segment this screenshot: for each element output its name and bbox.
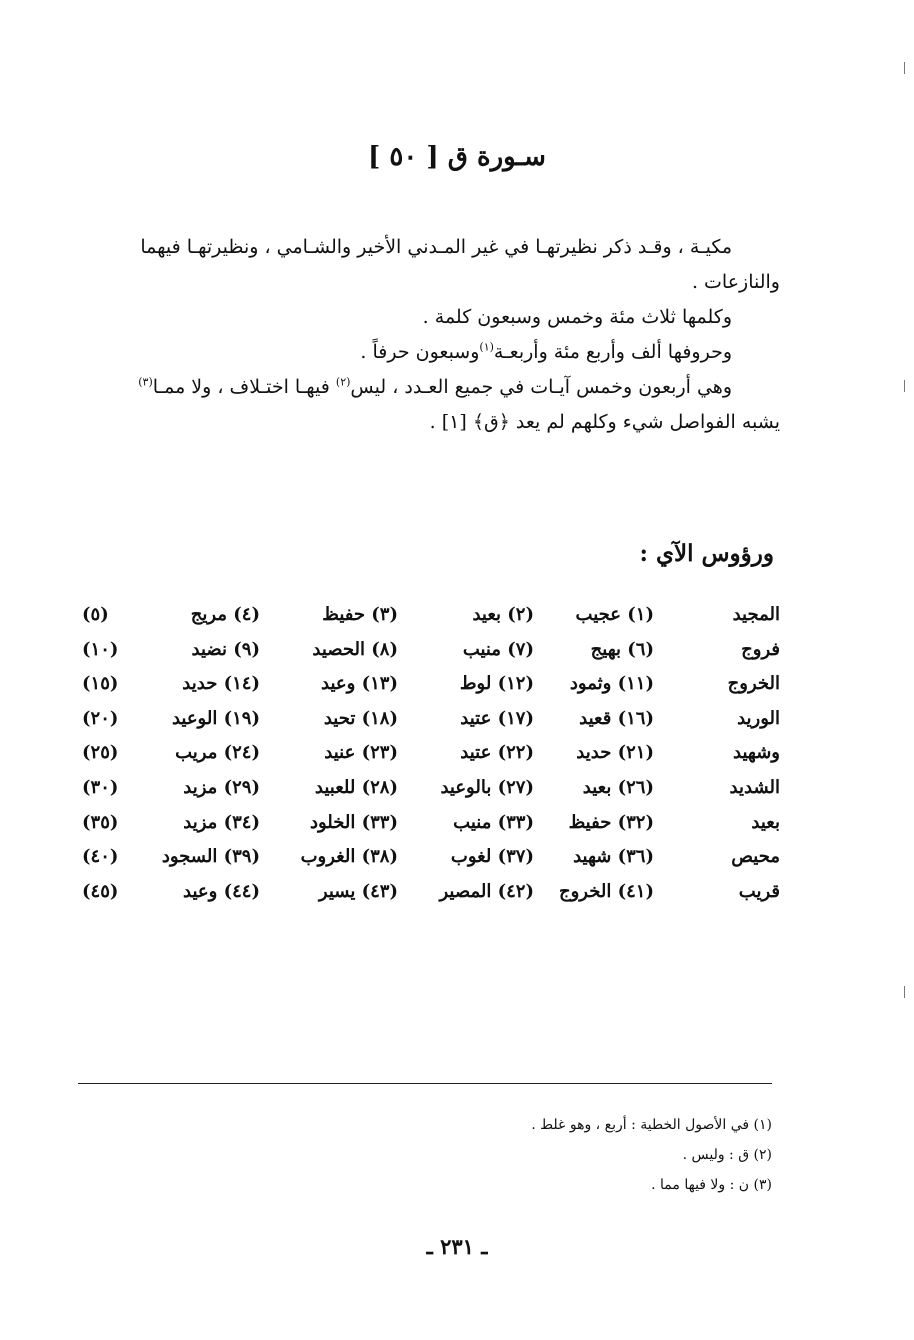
footnote-ref: (٣) [138, 375, 153, 389]
verse-row [80, 604, 780, 639]
verse-row [80, 846, 780, 881]
verse-ending: (٤) مريج [190, 604, 260, 625]
footnote-ref: (١) [479, 340, 494, 354]
verse-ending: (١١) وثمود [569, 673, 654, 695]
verse-row [80, 881, 780, 916]
intro-text: فيهـا اختـلاف ، ولا ممـا [152, 376, 330, 398]
verse-number: (١٠) [82, 638, 119, 660]
verse-ending: (٨) الحصيد [312, 638, 398, 660]
verse-ending: (٦) بهيج [590, 638, 654, 660]
verse-ending: (٣٢) حفيظ [568, 811, 654, 833]
intro-line: والنازعات . [691, 271, 780, 293]
verse-ending: وشهيد [733, 742, 780, 764]
footnote: (٢) ق : وليس . [682, 1147, 772, 1163]
verse-ending: (١٨) تحيد [323, 707, 398, 729]
verse-ending: (٩) نضيد [191, 638, 260, 660]
verse-ending: (٣٣) الخلود [309, 811, 398, 833]
footnotes [531, 1110, 772, 1200]
intro-line [82, 370, 732, 405]
verse-row [80, 742, 780, 777]
surah-title: سـورة ق [ ٥٠ ] [368, 142, 546, 172]
verse-ending: (٤٤) وعيد [183, 880, 260, 902]
verse-number: (١٥) [82, 673, 119, 695]
footnote-divider [78, 1083, 772, 1084]
verse-number: (٣٥) [82, 811, 119, 833]
verse-ending: (٢٣) عنيد [324, 742, 398, 764]
verse-ending: (٣) حفيظ [322, 604, 398, 625]
edge-mark [904, 62, 910, 74]
verse-ending: الخروج [727, 673, 780, 695]
verse-row [80, 639, 780, 674]
verse-ending: (١٢) لوط [459, 673, 534, 695]
verse-ending: (١٩) الوعيد [171, 707, 260, 729]
verse-ending: (١٧) عتيد [460, 707, 534, 729]
edge-mark [904, 986, 910, 998]
verse-ending: (٢٦) بعيد [582, 776, 654, 798]
verse-ending: بعيد [751, 811, 780, 833]
intro-text: وسبعون حرفاً . [360, 341, 480, 363]
intro-text: وحروفها ألف وأربع مئة وأربعـة [493, 341, 732, 363]
verse-endings-table [80, 604, 780, 915]
verse-ending: (٢٩) مزيد [183, 776, 260, 798]
verse-ending: (٤٢) المصير [439, 880, 534, 902]
intro-paragraph [82, 230, 780, 440]
verse-ending: (٣٦) شهيد [573, 846, 654, 868]
page-number: ـ ٢٣١ ـ [426, 1234, 488, 1259]
verse-ending: (٣٧) لغوب [450, 846, 534, 868]
verse-row [80, 708, 780, 743]
verse-number: (٤٠) [82, 846, 119, 868]
verse-number: (٢٥) [82, 742, 119, 764]
verse-number: (٢٠) [82, 707, 119, 729]
verse-ending: (٢٧) بالوعيد [440, 776, 534, 798]
verse-row [80, 812, 780, 847]
verse-number: (٤٥) [82, 880, 119, 902]
verse-ending: (١٣) وعيد [321, 673, 398, 695]
verse-ending: (٢١) حديد [576, 742, 654, 764]
verse-ending: (٣٤) مزيد [183, 811, 260, 833]
verse-ending: (٢٢) عتيد [460, 742, 534, 764]
verse-ending: محيص [731, 846, 780, 868]
verse-ending: (٣٩) السجود [161, 846, 260, 868]
verse-endings-heading: ورؤوس الآي : [639, 540, 774, 567]
verse-ending: (٤١) الخروج [558, 880, 654, 902]
verse-ending: (١) عجيب [575, 604, 654, 625]
verse-ending: الشديد [729, 776, 780, 798]
intro-line [82, 335, 732, 370]
intro-line: مكيـة ، وقـد ذكر نظيرتهـا في غير المـدني الأخير والشـامي ، ونظيرتهـا فيهما [140, 236, 732, 258]
verse-number: (٣٠) [82, 776, 119, 798]
verse-row [80, 777, 780, 812]
verse-ending: الوريد [737, 707, 780, 729]
verse-number: (٥) [82, 604, 109, 625]
footnote-ref: (٢) [335, 375, 351, 389]
verse-ending: (١٦) قعيد [579, 707, 654, 729]
verse-ending: (٣٨) الغروب [300, 846, 398, 868]
intro-line: وكلمها ثلاث مئة وخمس وسبعون كلمة . [422, 306, 732, 328]
intro-text: وهي أربعون وخمس آيـات في جميع العـدد ، ليس [350, 376, 732, 398]
verse-ending: (٢) بعيد [472, 604, 534, 625]
intro-line: يشبه الفواصل شيء وكلهم لم يعد ﴿ق﴾ [١] . [429, 411, 780, 433]
verse-ending: (١٤) حديد [182, 673, 260, 695]
edge-mark [904, 380, 910, 392]
verse-ending: (٧) منيب [462, 638, 534, 660]
verse-ending: (٢٨) للعبيد [314, 776, 398, 798]
verse-ending: (٢٤) مريب [175, 742, 260, 764]
footnote: (١) في الأصول الخطية : أربع ، وهو غلط . [531, 1117, 772, 1133]
verse-row [80, 673, 780, 708]
verse-ending: قريب [738, 880, 780, 902]
verse-ending: فروج [741, 638, 780, 660]
verse-ending: (٣٣) منيب [453, 811, 534, 833]
verse-ending: (٤٣) يسير [318, 880, 398, 902]
verse-ending: المجيد [732, 604, 780, 625]
footnote: (٣) ن : ولا فيها مما . [651, 1177, 772, 1193]
